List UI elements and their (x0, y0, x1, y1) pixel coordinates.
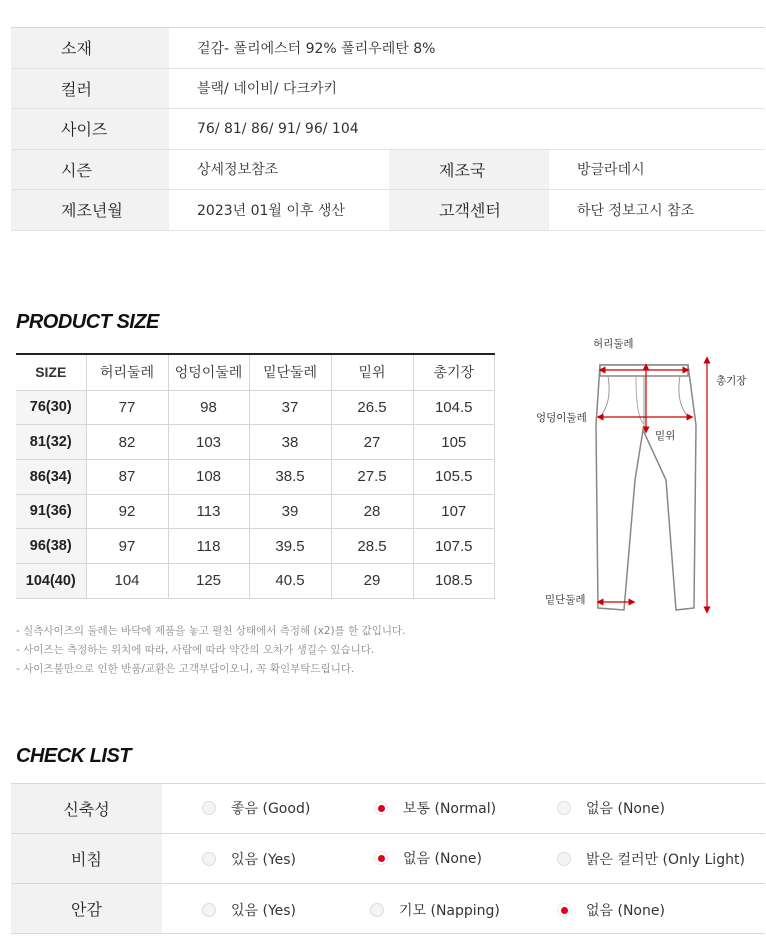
size-cell: 98 (168, 390, 249, 425)
info-row-date (11, 190, 765, 231)
table-row (16, 529, 495, 564)
size-header-cell: 총기장 (413, 354, 495, 390)
size-cell: 104.5 (413, 390, 495, 425)
info-row-color (11, 69, 765, 110)
check-options (162, 884, 765, 933)
check-options (162, 784, 765, 833)
size-cell: 28.5 (331, 529, 413, 564)
size-cell: 81(32) (16, 425, 86, 460)
info-label: 제조국 (389, 150, 549, 190)
size-cell: 37 (249, 390, 331, 425)
info-row-size (11, 109, 765, 150)
table-row (16, 494, 495, 529)
size-cell: 118 (168, 529, 249, 564)
size-cell: 105.5 (413, 459, 495, 494)
check-row-transparency (11, 834, 765, 884)
radio-button[interactable] (202, 801, 216, 815)
check-row-stretch (11, 784, 765, 834)
check-list-table (11, 783, 765, 934)
info-row-material (11, 28, 765, 69)
size-cell: 104(40) (16, 563, 86, 598)
note-line: - 사이즈는 측정하는 위치에 따라, 사람에 따라 약간의 오차가 생길수 있습니다. (16, 644, 375, 656)
option-label: 없음 (None) (586, 903, 665, 919)
info-value: 블랙/ 네이비/ 다크카키 (197, 81, 338, 98)
size-cell: 113 (168, 494, 249, 529)
size-cell: 39.5 (249, 529, 331, 564)
info-label: 컬러 (11, 69, 169, 109)
size-notes (16, 622, 406, 679)
size-cell: 87 (86, 459, 168, 494)
check-option[interactable] (374, 848, 482, 868)
size-cell: 38.5 (249, 459, 331, 494)
size-cell: 91(36) (16, 494, 86, 529)
table-row (16, 459, 495, 494)
size-cell: 104 (86, 563, 168, 598)
table-row (16, 425, 495, 460)
radio-button-selected[interactable] (374, 801, 388, 815)
option-label: 보통 (Normal) (403, 801, 497, 817)
check-option[interactable] (202, 900, 296, 920)
size-cell: 28 (331, 494, 413, 529)
check-option[interactable] (557, 849, 745, 869)
product-size-title: PRODUCT SIZE (16, 311, 159, 333)
info-value: 겉감- 폴리에스터 92% 폴리우레탄 8% (197, 40, 436, 57)
radio-button[interactable] (202, 903, 216, 917)
option-label: 있음 (Yes) (231, 903, 297, 919)
size-header-cell: 밑위 (331, 354, 413, 390)
size-table (16, 353, 495, 599)
radio-button-selected[interactable] (557, 903, 571, 917)
size-cell: 38 (249, 425, 331, 460)
size-header-cell: 밑단둘레 (249, 354, 331, 390)
radio-button[interactable] (557, 852, 571, 866)
size-cell: 27.5 (331, 459, 413, 494)
check-row-label: 안감 (11, 884, 162, 933)
size-cell: 40.5 (249, 563, 331, 598)
check-list-title: CHECK LIST (16, 745, 131, 767)
note-line: - 사이즈불만으로 인한 반품/교환은 고객부담이오니, 꼭 확인부탁드립니다. (16, 663, 355, 675)
check-row-label: 비침 (11, 834, 162, 883)
info-label: 사이즈 (11, 109, 169, 149)
check-row-lining (11, 884, 765, 934)
info-value: 방글라데시 (577, 162, 645, 179)
size-cell: 108 (168, 459, 249, 494)
size-cell: 105 (413, 425, 495, 460)
option-label: 기모 (Napping) (399, 903, 500, 919)
check-options (162, 834, 765, 883)
size-header-cell: 허리둘레 (86, 354, 168, 390)
info-value: 상세정보참조 (197, 162, 279, 179)
info-row-season (11, 150, 765, 191)
size-cell: 108.5 (413, 563, 495, 598)
pants-measurement-diagram (520, 330, 766, 620)
radio-button[interactable] (202, 852, 216, 866)
info-value: 2023년 01월 이후 생산 (197, 202, 345, 219)
size-cell: 76(30) (16, 390, 86, 425)
size-cell: 82 (86, 425, 168, 460)
size-cell: 27 (331, 425, 413, 460)
info-label: 제조년월 (11, 190, 169, 230)
size-cell: 103 (168, 425, 249, 460)
size-header-cell: SIZE (16, 354, 86, 390)
size-cell: 39 (249, 494, 331, 529)
table-row (16, 563, 495, 598)
check-option[interactable] (202, 798, 310, 818)
size-cell: 77 (86, 390, 168, 425)
info-value: 76/ 81/ 86/ 91/ 96/ 104 (197, 120, 359, 137)
option-label: 있음 (Yes) (231, 852, 297, 868)
info-label: 시즌 (11, 150, 169, 190)
option-label: 없음 (None) (586, 801, 665, 817)
size-cell: 96(38) (16, 529, 86, 564)
check-option[interactable] (370, 900, 500, 920)
size-header-cell: 엉덩이둘레 (168, 354, 249, 390)
waist-label: 허리둘레 (593, 338, 634, 350)
size-cell: 107.5 (413, 529, 495, 564)
info-label: 고객센터 (389, 190, 549, 230)
size-cell: 86(34) (16, 459, 86, 494)
check-option[interactable] (557, 900, 665, 920)
product-info-table (11, 27, 765, 231)
size-cell: 125 (168, 563, 249, 598)
check-option[interactable] (202, 849, 296, 869)
size-cell: 97 (86, 529, 168, 564)
check-row-label: 신축성 (11, 784, 162, 833)
radio-button-selected[interactable] (374, 851, 388, 865)
rise-label: 밑위 (655, 430, 676, 442)
size-cell: 29 (331, 563, 413, 598)
hem-label: 밑단둘레 (545, 594, 586, 606)
check-option[interactable] (374, 798, 496, 818)
size-cell: 107 (413, 494, 495, 529)
option-label: 없음 (None) (403, 851, 482, 867)
radio-button[interactable] (370, 903, 384, 917)
option-label: 좋음 (Good) (231, 801, 311, 817)
hip-label: 엉덩이둘레 (536, 412, 587, 424)
info-value: 하단 정보고시 참조 (577, 202, 695, 219)
check-option[interactable] (557, 798, 665, 818)
size-cell: 92 (86, 494, 168, 529)
info-label: 소재 (11, 28, 169, 68)
total-length-label: 총기장 (716, 375, 747, 387)
size-table-header (16, 354, 495, 390)
table-row (16, 390, 495, 425)
note-line: - 실측사이즈의 둘레는 바닥에 제품을 놓고 펼친 상태에서 측정해 (x2)를 한 값입니다. (16, 625, 406, 637)
option-label: 밝은 컬러만 (Only Light) (586, 852, 745, 868)
radio-button[interactable] (557, 801, 571, 815)
size-cell: 26.5 (331, 390, 413, 425)
